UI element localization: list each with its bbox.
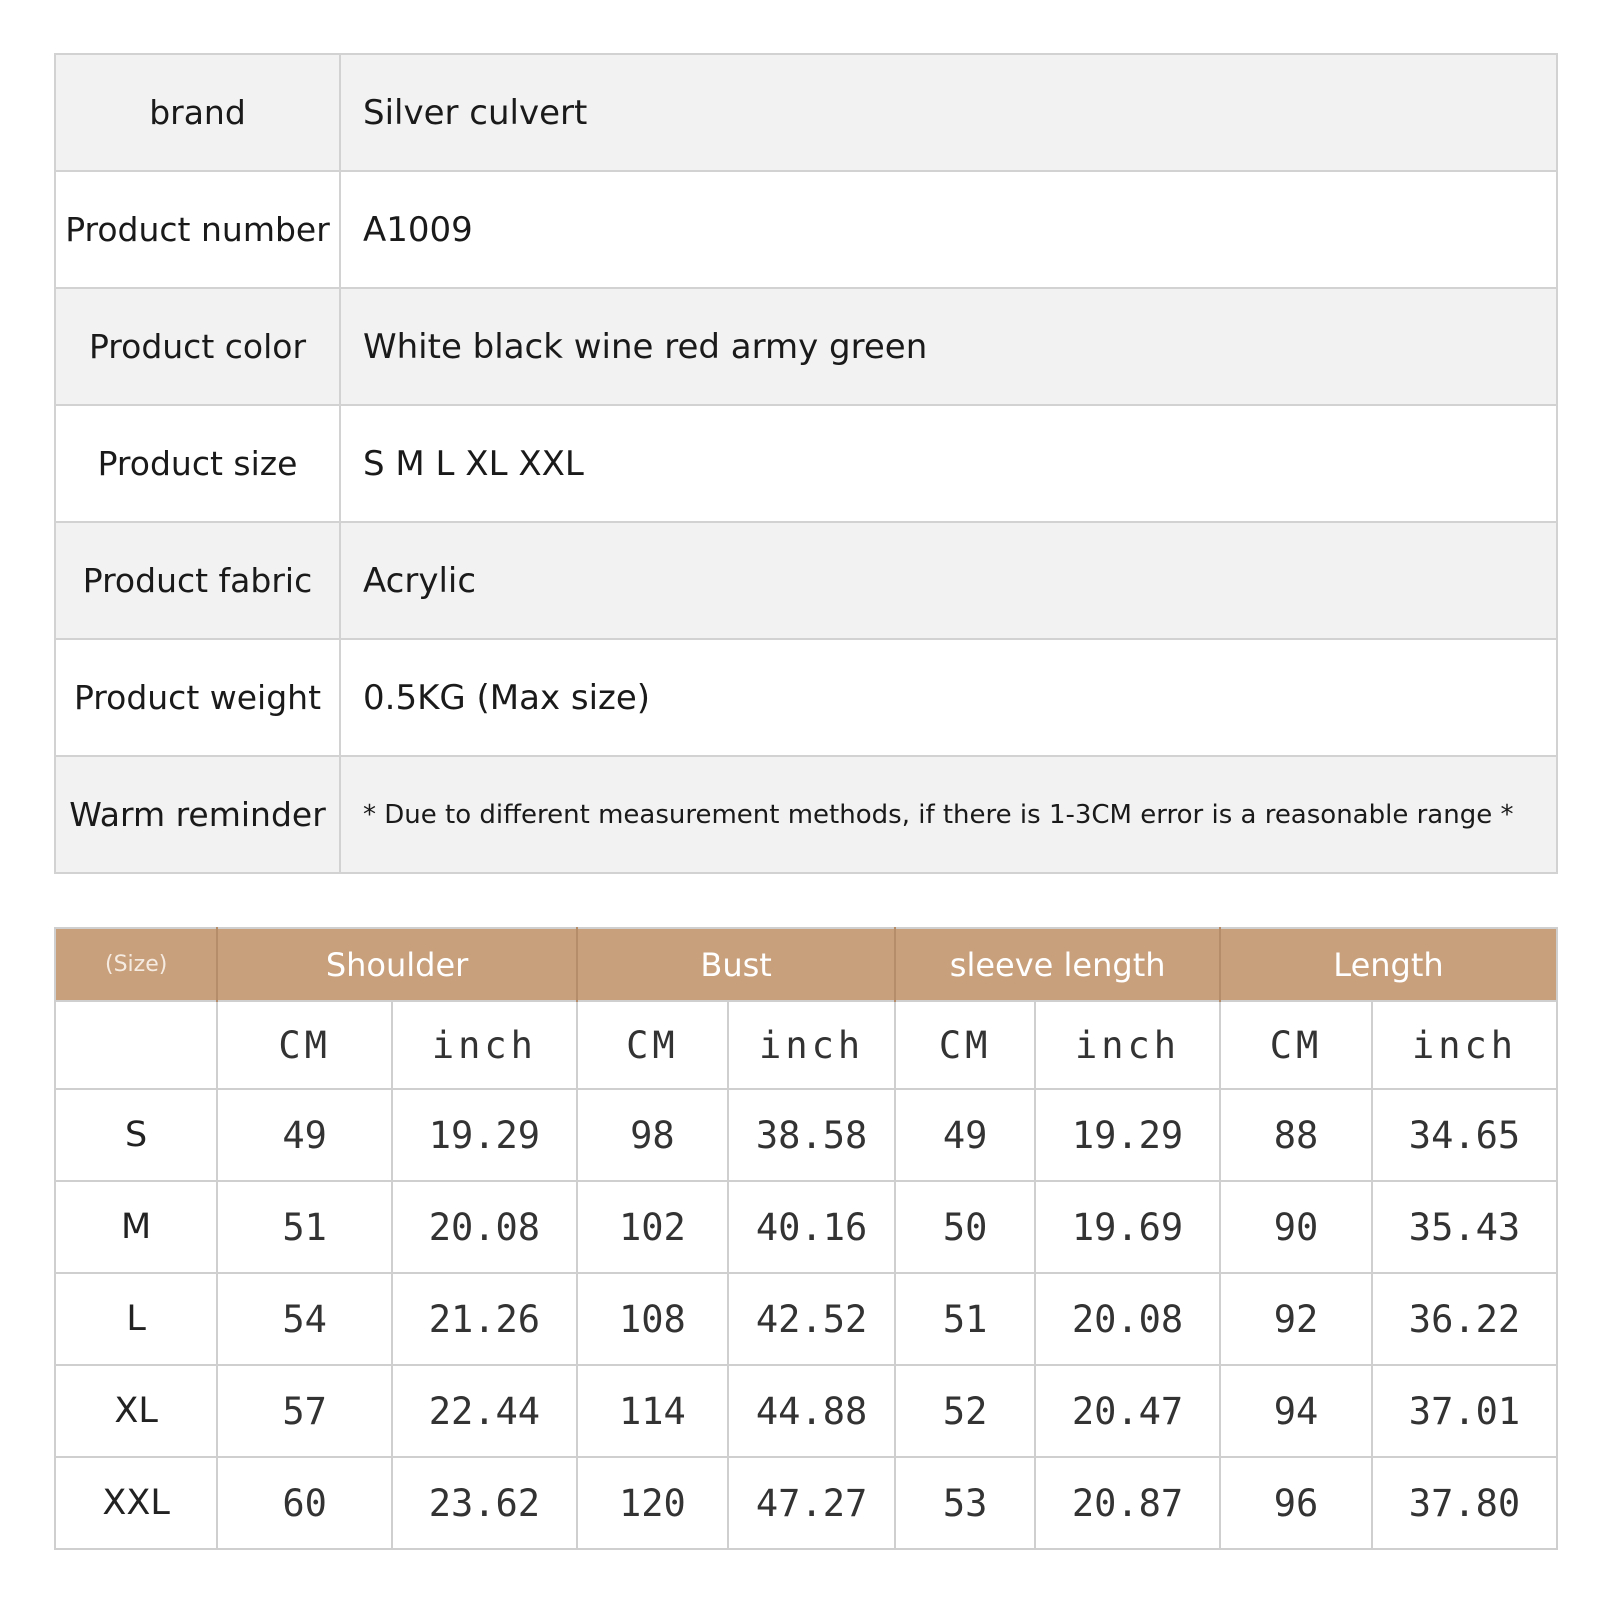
measure-cell: 22.44 — [392, 1365, 577, 1457]
measure-cell: 52 — [895, 1365, 1035, 1457]
unit-cell: CM — [217, 1001, 392, 1089]
measure-cell: 108 — [577, 1273, 728, 1365]
unit-cell: inch — [1372, 1001, 1557, 1089]
size-row-s — [55, 1089, 1557, 1181]
info-row-warm-reminder — [55, 756, 1557, 873]
info-row-product-fabric — [55, 522, 1557, 639]
measure-cell: 51 — [895, 1273, 1035, 1365]
info-label: Warm reminder — [55, 756, 340, 873]
size-cell: S — [55, 1089, 217, 1181]
unit-cell: inch — [392, 1001, 577, 1089]
size-cell: M — [55, 1181, 217, 1273]
measure-cell: 120 — [577, 1457, 728, 1549]
size-chart-header-row — [55, 928, 1557, 1001]
measure-cell: 44.88 — [728, 1365, 895, 1457]
unit-cell: inch — [1035, 1001, 1220, 1089]
size-row-m — [55, 1181, 1557, 1273]
info-value: Silver culvert — [340, 54, 1557, 171]
measure-cell: 38.58 — [728, 1089, 895, 1181]
size-column-header: (Size) — [55, 928, 217, 1001]
info-value: S M L XL XXL — [340, 405, 1557, 522]
measure-cell: 49 — [895, 1089, 1035, 1181]
measure-cell: 37.01 — [1372, 1365, 1557, 1457]
info-row-product-weight — [55, 639, 1557, 756]
unit-cell: CM — [577, 1001, 728, 1089]
size-cell: L — [55, 1273, 217, 1365]
measure-cell: 20.87 — [1035, 1457, 1220, 1549]
measure-cell: 23.62 — [392, 1457, 577, 1549]
measure-cell: 40.16 — [728, 1181, 895, 1273]
info-row-product-number — [55, 171, 1557, 288]
info-label: Product weight — [55, 639, 340, 756]
measure-cell: 19.29 — [1035, 1089, 1220, 1181]
info-label: Product color — [55, 288, 340, 405]
group-header-length: Length — [1220, 928, 1557, 1001]
measure-cell: 51 — [217, 1181, 392, 1273]
product-info-table — [54, 53, 1558, 874]
measure-cell: 21.26 — [392, 1273, 577, 1365]
info-value: Acrylic — [340, 522, 1557, 639]
info-value: * Due to different measurement methods, if there is 1-3CM error is a reasonable range * — [340, 756, 1557, 873]
info-row-brand — [55, 54, 1557, 171]
info-label: Product size — [55, 405, 340, 522]
unit-cell: CM — [1220, 1001, 1372, 1089]
unit-cell: inch — [728, 1001, 895, 1089]
measure-cell: 50 — [895, 1181, 1035, 1273]
measure-cell: 98 — [577, 1089, 728, 1181]
measure-cell: 92 — [1220, 1273, 1372, 1365]
info-value: White black wine red army green — [340, 288, 1557, 405]
info-label: Product number — [55, 171, 340, 288]
measure-cell: 60 — [217, 1457, 392, 1549]
measure-cell: 53 — [895, 1457, 1035, 1549]
measure-cell: 102 — [577, 1181, 728, 1273]
unit-row — [55, 1001, 1557, 1089]
size-cell: XL — [55, 1365, 217, 1457]
info-row-product-color — [55, 288, 1557, 405]
measure-cell: 49 — [217, 1089, 392, 1181]
size-cell: XXL — [55, 1457, 217, 1549]
measure-cell: 47.27 — [728, 1457, 895, 1549]
measure-cell: 20.08 — [1035, 1273, 1220, 1365]
info-row-product-size — [55, 405, 1557, 522]
measure-cell: 42.52 — [728, 1273, 895, 1365]
measure-cell: 19.29 — [392, 1089, 577, 1181]
measure-cell: 114 — [577, 1365, 728, 1457]
measure-cell: 19.69 — [1035, 1181, 1220, 1273]
size-chart-table — [54, 927, 1558, 1550]
group-header-sleeve-length: sleeve length — [895, 928, 1220, 1001]
measure-cell: 20.47 — [1035, 1365, 1220, 1457]
measure-cell: 35.43 — [1372, 1181, 1557, 1273]
size-row-xxl — [55, 1457, 1557, 1549]
measure-cell: 36.22 — [1372, 1273, 1557, 1365]
info-value: A1009 — [340, 171, 1557, 288]
measure-cell: 54 — [217, 1273, 392, 1365]
measure-cell: 90 — [1220, 1181, 1372, 1273]
measure-cell: 20.08 — [392, 1181, 577, 1273]
info-label: brand — [55, 54, 340, 171]
size-row-xl — [55, 1365, 1557, 1457]
unit-cell: CM — [895, 1001, 1035, 1089]
group-header-bust: Bust — [577, 928, 895, 1001]
empty-unit-cell — [55, 1001, 217, 1089]
group-header-shoulder: Shoulder — [217, 928, 577, 1001]
measure-cell: 57 — [217, 1365, 392, 1457]
info-label: Product fabric — [55, 522, 340, 639]
measure-cell: 94 — [1220, 1365, 1372, 1457]
measure-cell: 37.80 — [1372, 1457, 1557, 1549]
measure-cell: 88 — [1220, 1089, 1372, 1181]
info-value: 0.5KG (Max size) — [340, 639, 1557, 756]
size-row-l — [55, 1273, 1557, 1365]
measure-cell: 34.65 — [1372, 1089, 1557, 1181]
measure-cell: 96 — [1220, 1457, 1372, 1549]
